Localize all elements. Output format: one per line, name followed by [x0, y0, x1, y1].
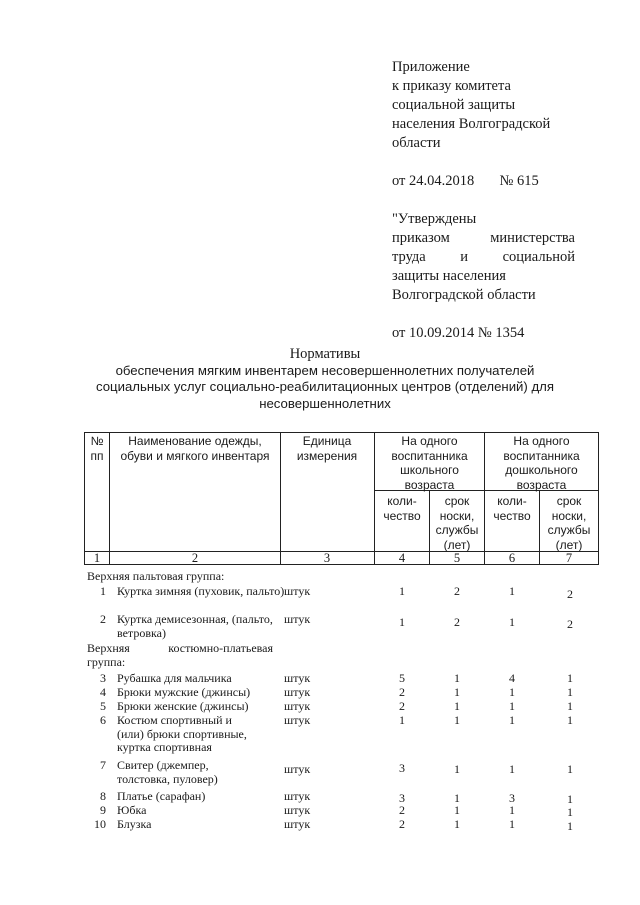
index-cell: 1 [93, 551, 101, 565]
approved-line: "Утверждены [392, 211, 477, 227]
group-heading-outerwear: Верхняя пальтовая группа: [87, 569, 225, 583]
table-row: 4 Брюки мужские (джинсы) штук 2 1 1 1 [100, 685, 573, 699]
approved-line: Волгоградской области [392, 287, 536, 303]
approved-line [392, 248, 575, 267]
document-title [70, 346, 580, 412]
title-line: несовершеннолетних [259, 395, 391, 411]
approved-line: защиты населения [392, 268, 506, 284]
index-cell: 3 [323, 551, 331, 565]
table-row: 7 Свитер (джемпер, толстовка, пуловер) штук 3 1 1 1 [100, 758, 573, 786]
norms-table-header [84, 432, 599, 565]
table-row: 1 Куртка зимняя (пуховик, пальто) штук 1 2 1 2 [100, 584, 573, 601]
table-row: 8 Платье (сарафан) штук 3 1 3 1 [100, 789, 573, 806]
col-header-wear-term: срок носки, службы (лет) [547, 494, 591, 552]
approved-word: труда [392, 249, 426, 265]
order-number: № 615 [499, 173, 539, 189]
index-cell: 4 [398, 551, 406, 565]
title-line: социальных услуг социально-реабилитационных центров (отделений) для [95, 379, 555, 394]
appendix-line: области [392, 135, 441, 151]
table-row: 10 Блузка штук 2 1 1 1 [94, 817, 573, 833]
table-row: 5 Брюки женские (джинсы) штук 2 1 1 1 [100, 699, 573, 713]
approved-line [392, 229, 575, 248]
col-header-wear-term: срок носки, службы (лет) [435, 494, 479, 552]
approved-word: и [460, 249, 469, 265]
col-header-preschool-age: На одного воспитанника дошкольного возраста [503, 434, 580, 492]
col-header-number: № пп [90, 434, 104, 463]
title-line: обеспечения мягким инвентарем несовершеннолетних получателей [115, 362, 535, 378]
col-header-quantity: коли- чество [383, 494, 421, 523]
group-heading-suits: Верхняя костюмно-платьевая [87, 641, 273, 655]
approved-date: от 10.09.2014 № 1354 [392, 325, 525, 341]
appendix-line: населения Волгоградской [392, 116, 551, 132]
table-row: 2 Куртка демисезонная, (пальто, ветровка) штук 1 2 1 2 [100, 612, 573, 640]
group-heading-suits-cont: группа: [87, 655, 126, 669]
order-date: от 24.04.2018 [392, 173, 475, 189]
col-header-name: Наименование одежды, обуви и мягкого инвентаря [120, 434, 270, 463]
appendix-header [392, 58, 582, 343]
appendix-line: социальной защиты [392, 97, 516, 113]
index-cell: 5 [453, 551, 461, 565]
approved-word: министерства [490, 230, 575, 246]
appendix-line: к приказу комитета [392, 78, 511, 94]
approved-word: приказом [392, 230, 450, 246]
col-header-school-age: На одного воспитанника школьного возраста [391, 434, 468, 492]
appendix-line: Приложение [392, 59, 470, 75]
index-cell: 6 [508, 551, 516, 565]
table-row: 6 Костюм спортивный и (или) брюки спортивные, куртка спортивная штук 1 1 1 1 [100, 713, 573, 754]
index-cell: 7 [565, 551, 573, 565]
table-row: 3 Рубашка для мальчика штук 5 1 4 1 [100, 671, 573, 685]
title-line: Нормативы [289, 346, 361, 362]
approved-word: социальной [502, 249, 575, 265]
order-date-line [392, 172, 582, 191]
table-row: 9 Юбка штук 2 1 1 1 [100, 803, 573, 819]
index-cell: 2 [191, 551, 199, 565]
col-header-unit: Единица измерения [296, 434, 358, 463]
col-header-quantity: коли- чество [493, 494, 531, 523]
